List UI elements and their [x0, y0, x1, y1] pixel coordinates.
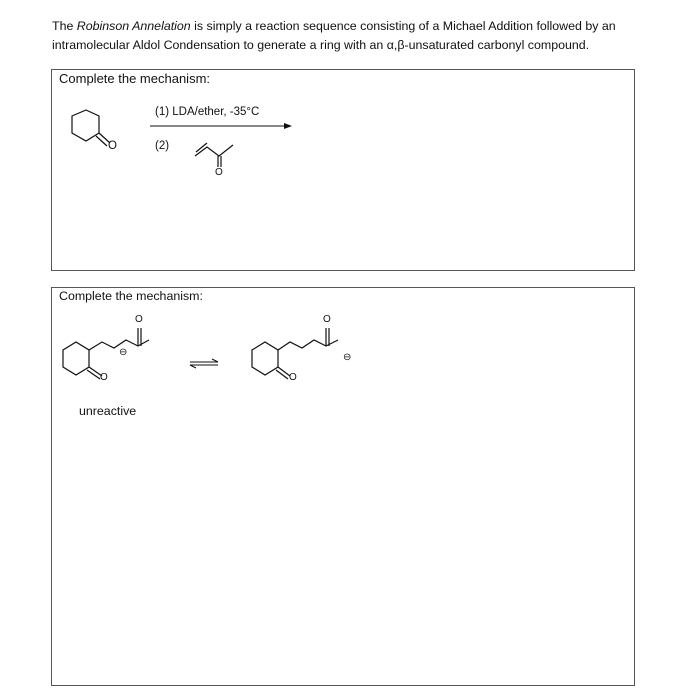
- arrow-head: [284, 123, 292, 129]
- left-chain-o: O: [135, 314, 143, 325]
- reagent-step-2: (2): [155, 140, 170, 152]
- box1-title: Complete the mechanism:: [59, 71, 211, 86]
- mechanism-box-1: [51, 69, 635, 271]
- unreactive-label: unreactive: [79, 404, 137, 418]
- left-ring-o: O: [100, 372, 108, 383]
- right-enolate-charge: ⊖: [343, 352, 352, 363]
- intro-text-1: The: [52, 19, 77, 33]
- mechanism-box-2: [51, 287, 635, 686]
- intro-greek: α,β: [386, 38, 405, 52]
- intro-text-3: -unsaturated carbonyl compound.: [404, 38, 590, 52]
- left-ring: [63, 342, 89, 375]
- atom-o-ketone: O: [108, 140, 117, 152]
- intro-text-2: is simply a reaction sequence consisting of a Michael Addition followed by an intramolecular Aldol Condensation to generate a ring with an: [52, 19, 616, 52]
- left-carbanion-charge: ⊖: [119, 347, 128, 358]
- carbonyl-bond-2: [96, 136, 107, 146]
- right-ring: [252, 342, 278, 375]
- atom-o-mvk: O: [215, 167, 223, 178]
- box1-scheme: [52, 70, 636, 272]
- box2-scheme: [52, 288, 636, 687]
- left-ring-carbonyl-2: [87, 370, 100, 379]
- right-ring-carbonyl-2: [276, 370, 288, 379]
- intro-term: Robinson Annelation: [76, 19, 191, 33]
- mvk-chain: [195, 145, 233, 156]
- reagent-step-1: (1) LDA/ether, -35°C: [155, 106, 260, 118]
- cyclohexanone-ring: [72, 110, 99, 141]
- right-ring-o: O: [289, 372, 297, 383]
- right-chain-o: O: [323, 314, 331, 325]
- intro-paragraph: [52, 17, 642, 55]
- box2-title: Complete the mechanism:: [59, 289, 203, 303]
